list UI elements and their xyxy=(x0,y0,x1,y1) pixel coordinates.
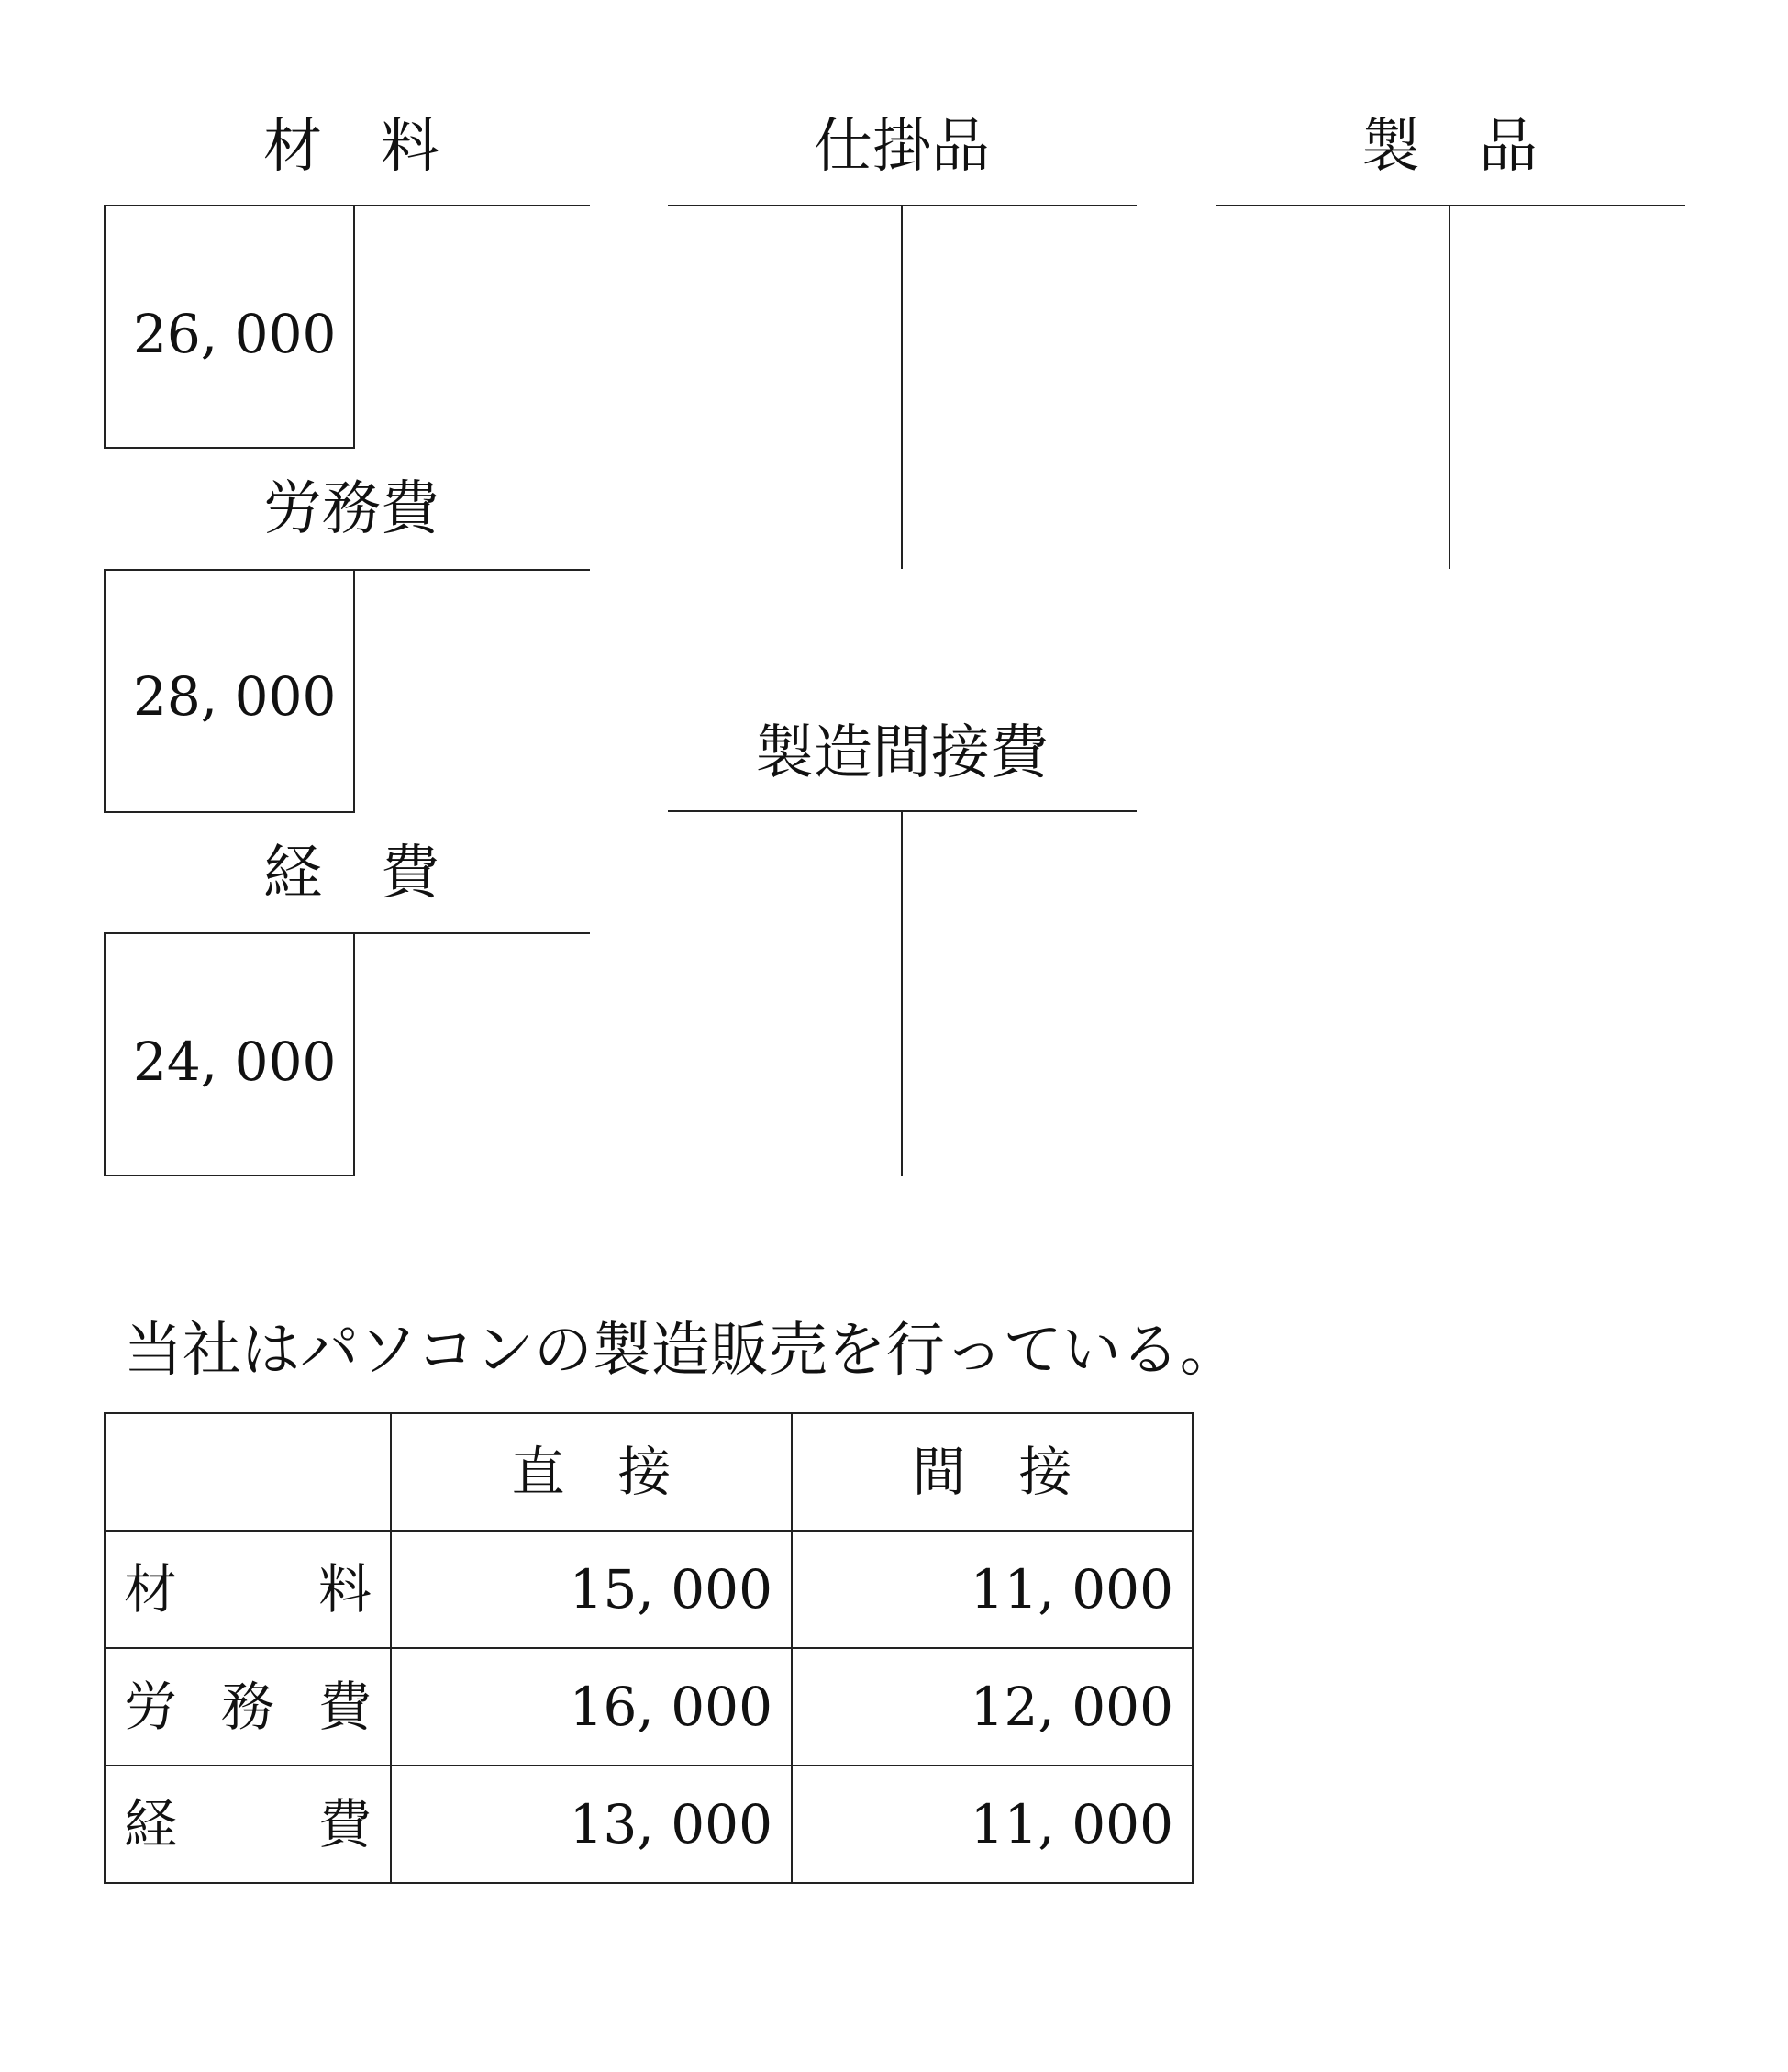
account-title-finished-goods: 製 品 xyxy=(1361,113,1538,181)
header-blank-cell xyxy=(105,1413,391,1531)
cell-indirect-expenses: 11, 000 xyxy=(792,1766,1193,1883)
problem-statement: 当社はパソコンの製造販売を行っている。 xyxy=(124,1317,1238,1385)
header-direct: 直 接 xyxy=(391,1413,792,1531)
account-title-work-in-process: 仕掛品 xyxy=(814,113,990,181)
table-row xyxy=(105,1648,1193,1766)
cost-table xyxy=(104,1412,1194,1884)
debit-amount-materials: 26, 000 xyxy=(133,303,337,365)
debit-amount-labor: 28, 000 xyxy=(133,665,337,728)
account-divider-finished-goods xyxy=(1449,205,1450,569)
debit-amount-expenses: 24, 000 xyxy=(133,1030,337,1093)
debit-box-expenses xyxy=(104,932,355,1176)
account-divider-overhead xyxy=(901,810,903,1176)
row-label-labor: 労務費 xyxy=(105,1648,391,1766)
cell-indirect-labor: 12, 000 xyxy=(792,1648,1193,1766)
row-label-materials: 材料 xyxy=(105,1531,391,1648)
account-divider-work-in-process xyxy=(901,205,903,569)
account-rule-finished-goods xyxy=(1216,205,1685,206)
table-row xyxy=(105,1766,1193,1883)
account-title-overhead: 製造間接費 xyxy=(755,719,1049,787)
cell-direct-expenses: 13, 000 xyxy=(391,1766,792,1883)
cell-indirect-materials: 11, 000 xyxy=(792,1531,1193,1648)
account-title-labor: 労務費 xyxy=(263,475,439,543)
cell-direct-labor: 16, 000 xyxy=(391,1648,792,1766)
cell-direct-materials: 15, 000 xyxy=(391,1531,792,1648)
cost-table-header-row xyxy=(105,1413,1193,1531)
row-label-expenses: 経費 xyxy=(105,1766,391,1883)
table-row xyxy=(105,1531,1193,1648)
account-title-expenses: 経 費 xyxy=(263,840,439,908)
account-title-materials: 材 料 xyxy=(263,113,439,181)
debit-box-materials xyxy=(104,205,355,449)
header-indirect: 間 接 xyxy=(792,1413,1193,1531)
debit-box-labor xyxy=(104,569,355,813)
